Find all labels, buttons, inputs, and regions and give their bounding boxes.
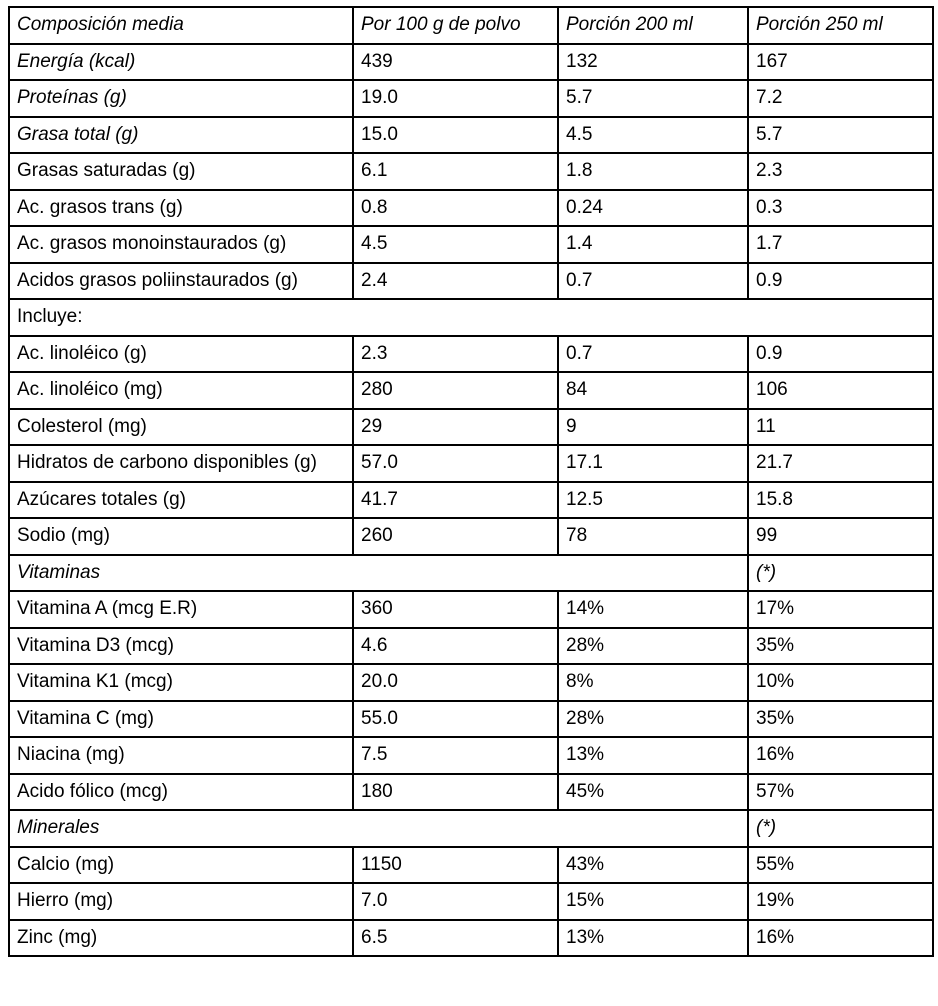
- row-label: Hierro (mg): [9, 883, 353, 920]
- row-label: Calcio (mg): [9, 847, 353, 884]
- value-200ml: 84: [558, 372, 748, 409]
- value-250ml: 16%: [748, 737, 933, 774]
- value-200ml: 9: [558, 409, 748, 446]
- value-200ml: 0.7: [558, 336, 748, 373]
- value-250ml: 2.3: [748, 153, 933, 190]
- section-note: (*): [748, 555, 933, 592]
- value-per-100g: 4.6: [353, 628, 558, 665]
- value-per-100g: 6.1: [353, 153, 558, 190]
- table-row: [9, 628, 933, 665]
- table-row: [9, 847, 933, 884]
- value-200ml: 15%: [558, 883, 748, 920]
- value-200ml: 45%: [558, 774, 748, 811]
- value-per-100g: 15.0: [353, 117, 558, 154]
- value-250ml: 21.7: [748, 445, 933, 482]
- value-250ml: 17%: [748, 591, 933, 628]
- value-200ml: 28%: [558, 628, 748, 665]
- value-per-100g: 6.5: [353, 920, 558, 957]
- value-250ml: 57%: [748, 774, 933, 811]
- row-label: Grasa total (g): [9, 117, 353, 154]
- row-label: Ac. grasos monoinstaurados (g): [9, 226, 353, 263]
- row-label: Sodio (mg): [9, 518, 353, 555]
- value-200ml: 14%: [558, 591, 748, 628]
- section-label: Minerales: [9, 810, 748, 847]
- section-label: Vitaminas: [9, 555, 748, 592]
- row-label: Vitamina A (mcg E.R): [9, 591, 353, 628]
- value-per-100g: 260: [353, 518, 558, 555]
- value-250ml: 0.3: [748, 190, 933, 227]
- row-label: Ac. linoléico (mg): [9, 372, 353, 409]
- header-cell-composition: Composición media: [9, 7, 353, 44]
- value-200ml: 43%: [558, 847, 748, 884]
- value-200ml: 12.5: [558, 482, 748, 519]
- value-250ml: 106: [748, 372, 933, 409]
- table-row: [9, 774, 933, 811]
- row-label: Proteínas (g): [9, 80, 353, 117]
- table-row: [9, 482, 933, 519]
- row-label: Colesterol (mg): [9, 409, 353, 446]
- section-note: (*): [748, 810, 933, 847]
- table-row: [9, 409, 933, 446]
- value-200ml: 1.4: [558, 226, 748, 263]
- value-per-100g: 2.4: [353, 263, 558, 300]
- table-row: [9, 883, 933, 920]
- value-200ml: 4.5: [558, 117, 748, 154]
- row-label: Vitamina D3 (mcg): [9, 628, 353, 665]
- row-label: Ac. linoléico (g): [9, 336, 353, 373]
- value-200ml: 0.24: [558, 190, 748, 227]
- section-row: [9, 810, 933, 847]
- value-per-100g: 19.0: [353, 80, 558, 117]
- header-cell-200ml: Porción 200 ml: [558, 7, 748, 44]
- value-per-100g: 20.0: [353, 664, 558, 701]
- table-row: [9, 226, 933, 263]
- value-200ml: 17.1: [558, 445, 748, 482]
- table-row: [9, 920, 933, 957]
- table-row: [9, 701, 933, 738]
- table-row: [9, 190, 933, 227]
- value-250ml: 16%: [748, 920, 933, 957]
- value-per-100g: 1150: [353, 847, 558, 884]
- header-row: [9, 7, 933, 44]
- value-per-100g: 41.7: [353, 482, 558, 519]
- value-250ml: 1.7: [748, 226, 933, 263]
- row-label: Energía (kcal): [9, 44, 353, 81]
- row-label: Acido fólico (mcg): [9, 774, 353, 811]
- value-200ml: 13%: [558, 737, 748, 774]
- table-row: [9, 591, 933, 628]
- table-row: [9, 372, 933, 409]
- value-per-100g: 280: [353, 372, 558, 409]
- value-200ml: 8%: [558, 664, 748, 701]
- table-row: [9, 263, 933, 300]
- row-label: Niacina (mg): [9, 737, 353, 774]
- value-per-100g: 2.3: [353, 336, 558, 373]
- row-label: Acidos grasos poliinstaurados (g): [9, 263, 353, 300]
- row-label: Grasas saturadas (g): [9, 153, 353, 190]
- row-label: Zinc (mg): [9, 920, 353, 957]
- value-250ml: 15.8: [748, 482, 933, 519]
- value-200ml: 78: [558, 518, 748, 555]
- section-row: [9, 555, 933, 592]
- row-label: Ac. grasos trans (g): [9, 190, 353, 227]
- value-250ml: 19%: [748, 883, 933, 920]
- value-per-100g: 439: [353, 44, 558, 81]
- table-row: [9, 80, 933, 117]
- value-per-100g: 57.0: [353, 445, 558, 482]
- table-row: [9, 664, 933, 701]
- row-label: Hidratos de carbono disponibles (g): [9, 445, 353, 482]
- row-label: Vitamina C (mg): [9, 701, 353, 738]
- value-per-100g: 0.8: [353, 190, 558, 227]
- value-250ml: 99: [748, 518, 933, 555]
- value-200ml: 0.7: [558, 263, 748, 300]
- row-label: Azúcares totales (g): [9, 482, 353, 519]
- value-250ml: 11: [748, 409, 933, 446]
- table-row: [9, 445, 933, 482]
- row-label: Incluye:: [9, 299, 933, 336]
- table-row: [9, 153, 933, 190]
- value-200ml: 13%: [558, 920, 748, 957]
- value-250ml: 10%: [748, 664, 933, 701]
- value-250ml: 35%: [748, 701, 933, 738]
- value-per-100g: 7.0: [353, 883, 558, 920]
- value-per-100g: 4.5: [353, 226, 558, 263]
- table-row: [9, 336, 933, 373]
- table-row: [9, 44, 933, 81]
- header-cell-per-100g: Por 100 g de polvo: [353, 7, 558, 44]
- value-per-100g: 55.0: [353, 701, 558, 738]
- value-250ml: 55%: [748, 847, 933, 884]
- table-row: [9, 117, 933, 154]
- value-per-100g: 360: [353, 591, 558, 628]
- header-cell-250ml: Porción 250 ml: [748, 7, 933, 44]
- value-per-100g: 180: [353, 774, 558, 811]
- row-label: Vitamina K1 (mcg): [9, 664, 353, 701]
- value-250ml: 0.9: [748, 336, 933, 373]
- table-row: [9, 518, 933, 555]
- value-250ml: 0.9: [748, 263, 933, 300]
- value-200ml: 1.8: [558, 153, 748, 190]
- value-250ml: 35%: [748, 628, 933, 665]
- subheader-row: [9, 299, 933, 336]
- value-per-100g: 29: [353, 409, 558, 446]
- value-250ml: 5.7: [748, 117, 933, 154]
- value-250ml: 167: [748, 44, 933, 81]
- value-200ml: 132: [558, 44, 748, 81]
- value-200ml: 5.7: [558, 80, 748, 117]
- value-per-100g: 7.5: [353, 737, 558, 774]
- nutrition-table: [8, 6, 934, 957]
- value-250ml: 7.2: [748, 80, 933, 117]
- table-row: [9, 737, 933, 774]
- value-200ml: 28%: [558, 701, 748, 738]
- nutrition-table-body: [9, 7, 933, 956]
